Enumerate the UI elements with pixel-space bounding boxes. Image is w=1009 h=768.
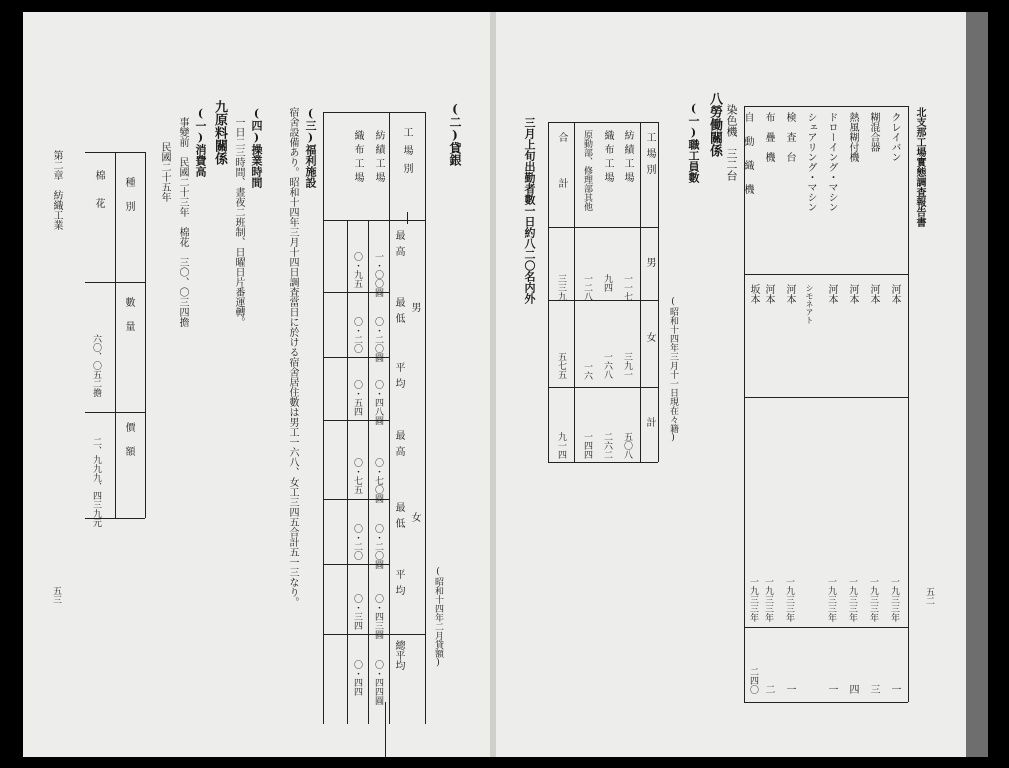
wage-cell: 〇・七〇圓 — [373, 458, 383, 503]
workers-col-male: 男 — [644, 257, 655, 267]
wage-female-max: 最高 — [393, 430, 404, 462]
workers-cell: 三三九 — [556, 274, 566, 301]
workers-cell: 九一四 — [556, 432, 566, 459]
right-page — [496, 12, 966, 757]
wage-female-avg: 平均 — [393, 569, 404, 601]
machine-name: シェアリング・マシン — [805, 112, 816, 212]
workers-row-name: 原動部、修理部其他 — [582, 130, 592, 211]
wage-col-overall: 總平均 — [393, 640, 404, 670]
machine-count: 三 — [868, 684, 879, 694]
workers-cell: 九四 — [602, 274, 612, 292]
consume-line-1: 事變前 民國二十三年 棉花 三〇、〇三四擔 — [177, 117, 188, 327]
machine-name: ドローイング・マシン — [826, 112, 837, 212]
wage-col-female: 女 — [409, 512, 420, 522]
book-edge — [966, 12, 988, 757]
machine-maker: 河本 — [847, 284, 858, 304]
workers-cell: 五〇八 — [622, 432, 632, 459]
consume-col-value: 價額 — [123, 422, 134, 470]
wage-male-min: 最低 — [393, 297, 404, 329]
workers-col-factory: 工場別 — [644, 132, 655, 180]
machine-count: 一 — [826, 684, 837, 694]
machine-count: 二 — [763, 684, 774, 694]
wage-cell: 〇・四八圓 — [373, 380, 383, 425]
wage-col-factory: 工場別 — [401, 127, 412, 181]
machine-year: 一九三三年 — [826, 577, 836, 622]
wage-col-male: 男 — [409, 302, 420, 312]
machine-name: 自動織機 — [742, 112, 753, 208]
machine-year: 一九三三年 — [889, 577, 899, 622]
wage-cell: 〇・二〇 — [352, 524, 362, 560]
workers-row-name: 合計 — [556, 132, 567, 224]
machine-count: 二四〇 — [748, 667, 758, 694]
machine-maker: 河本 — [889, 284, 900, 304]
right-page-number: 五二 — [924, 587, 934, 605]
workers-col-total: 計 — [644, 417, 655, 427]
workers-row-name: 織布工場 — [602, 130, 613, 186]
consume-row-value: 二、九九九、四三九元 — [91, 437, 101, 527]
workers-cell: 五七五 — [556, 352, 566, 379]
workers-cell: 三九一 — [622, 352, 632, 379]
wage-cell: 〇・二〇 — [352, 317, 362, 353]
wage-cell: 〇・二〇圓 — [373, 317, 383, 362]
left-page-number: 五三 — [51, 586, 61, 604]
section-labor-heading: 八勞働關係 — [707, 92, 722, 157]
wage-cell: 〇・四四 — [352, 660, 362, 696]
workers-row-name: 紡績工場 — [622, 130, 633, 186]
wage-row-spinning: 紡績工場 — [373, 130, 384, 186]
section-workers-heading: (一)職工員數 — [687, 102, 700, 183]
workers-cell: 一一七 — [622, 274, 632, 301]
section-welfare-heading: (三)福利施設 — [304, 107, 317, 188]
machine-year: 一九三三年 — [748, 577, 758, 622]
machine-year: 一九三三年 — [763, 577, 773, 622]
wage-male-max: 最高 — [393, 230, 404, 262]
wage-cell: 〇・四三圓 — [373, 594, 383, 639]
machine-name: 熱風糊付機 — [847, 112, 858, 162]
wage-cell: 〇・四四圓 — [373, 660, 383, 705]
machine-year: 一九三三年 — [784, 577, 794, 622]
section-consume-heading: (一)消費高 — [194, 107, 207, 177]
workers-note: (昭和十四年三月十一日現在々籍) — [668, 297, 678, 443]
wage-cell: 〇・三四 — [352, 594, 362, 630]
consume-line-2: 民國二十五年 — [159, 142, 170, 202]
workers-cell: 一六八 — [602, 352, 612, 379]
machine-year: 一九三三年 — [847, 577, 857, 622]
wage-cell: 一・〇〇圓 — [373, 252, 383, 297]
hours-text: 一日二三時間、晝夜二班制、日曜日片番運轉。 — [233, 117, 244, 327]
machine-maker: 河本 — [868, 284, 879, 304]
workers-cell: 一四四 — [582, 432, 592, 459]
machine-maker: 河本 — [784, 284, 795, 304]
welfare-text: 宿舍設備あり。昭和十四年三月十四日調査當日に於ける宿舍居住數は男工一六八、女工三四五合計五一三なり。 — [287, 107, 298, 607]
machine-name: 糊混合器 — [868, 112, 879, 152]
attendance-text: 三月上旬出勤者數一日約八二〇名内外 — [523, 117, 536, 304]
machine-maker: シモネアト — [805, 284, 814, 324]
workers-cell: 二六二 — [602, 432, 612, 459]
machine-year: 一九三三年 — [868, 577, 878, 622]
wage-female-min: 最低 — [393, 502, 404, 534]
section-hours-heading: (四)操業時間 — [250, 107, 263, 188]
machine-maker: 河本 — [763, 284, 774, 304]
consume-col-kind: 種別 — [123, 177, 134, 225]
wage-cell: 〇・二〇圓 — [373, 524, 383, 569]
left-page — [23, 12, 490, 757]
machine-name: 検査台 — [784, 112, 795, 172]
left-footer: 第二章 紡織工業 — [51, 150, 62, 230]
machine-count: 一 — [784, 684, 795, 694]
workers-col-female: 女 — [644, 332, 655, 342]
machine-name: 布疊機 — [763, 112, 774, 172]
wage-cell: 〇・七五 — [352, 458, 362, 494]
machine-name: クレイバン — [889, 112, 900, 162]
wage-cell: 〇・九五 — [352, 252, 362, 288]
report-header: 北支那工場實態調査報告書 — [914, 107, 925, 227]
machine-count: 一 — [889, 684, 900, 694]
wage-note: (昭和十四年二月貸額) — [433, 567, 443, 668]
workers-cell: 一二八 — [582, 274, 592, 301]
workers-cell: 一六 — [582, 362, 592, 380]
wage-row-weaving: 織布工場 — [352, 130, 363, 186]
machine-count: 四 — [847, 684, 858, 694]
wage-cell: 〇・五四 — [352, 380, 362, 416]
machine-maker: 坂本 — [748, 284, 759, 304]
consume-col-qty: 數量 — [123, 297, 134, 345]
dye-machine: 染色機 三二台 — [725, 104, 738, 181]
section-wages-heading: (二)貸銀 — [448, 102, 462, 166]
consume-row-name: 棉花 — [93, 170, 104, 226]
section-raw-heading: 九原料關係 — [212, 100, 227, 165]
machine-maker: 河本 — [826, 284, 837, 304]
wage-male-avg: 平均 — [393, 362, 404, 394]
consume-row-qty: 六〇、〇五二擔 — [91, 334, 101, 397]
